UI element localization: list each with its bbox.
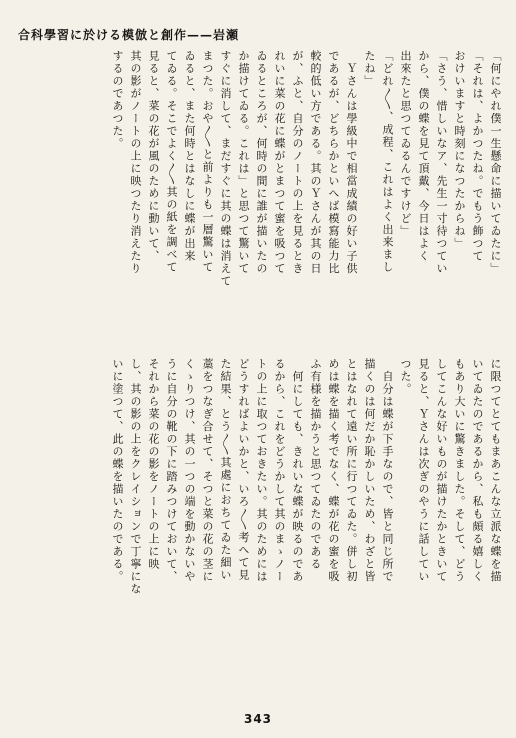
text-column: 出來たと思つてゐるんですけど」 [399,50,412,238]
text-column: くゝりつけ、其の一つの端を動かないや [183,358,196,583]
text-column: てゐる。そこでよく〳〵其の紙を調べて [165,50,178,274]
text-column: 藁をつなぎ合せて、そつと菜の花の茎に [201,358,214,583]
text-column: すぐに消して、まだすぐに其の蝶は消えて [219,50,232,288]
text-column: するのであつた。 [111,50,124,150]
text-column: か描けてゐる。これは」と思つて驚いて [237,50,250,275]
text-column: 「どれ〳〵、成程、これはよく出来まし [381,50,394,274]
text-column: 其の影がノートの上に映つたり消えたり [129,50,142,275]
text-column: いに塗つて、此の蝶を描いたのである。 [111,358,124,583]
text-column: に限つてとてもまあこんな立派な蝶を描 [489,358,502,583]
text-column: るから、これをどうかして其のまゝノー [273,358,286,583]
text-column: もあり大いに驚きました。そして、どう [453,358,466,583]
text-column: いてゐたのであるから、私も頗る嬉しく [471,358,484,583]
text-column: 何にしても、きれいな蝶が映るのであ [291,358,304,583]
text-column: 「何にやれ僕一生懸命に描いてゐたに」 [489,50,502,275]
text-column: とはなれて遠い所に行つてゐた。併し初 [345,358,358,583]
text-column: ゐるところが、何時の間に誰が描いたの [255,50,268,275]
text-column: が、ふと、自分のノートの上を見るとき [291,50,304,275]
upper-tier [16,50,502,330]
text-column: 自分は蝶が下手なので、皆と同じ所で [381,358,394,583]
text-column: 見ると、菜の花が風のために動いて、 [147,50,160,263]
text-column: どうすればよいかと、いろ〳〵考へて見 [237,358,250,582]
lower-tier [16,358,502,696]
text-column: 較的低い方である。其のＹさんが其の日 [309,50,322,275]
text-column: し、其の影の上をクレイションで丁寧にな [129,358,142,596]
text-column: 描くのは何だか恥かしいため、わざと皆 [363,358,376,583]
text-column: たね」 [363,50,376,88]
text-column: トの上に取つておきたい。其のためには [255,358,268,583]
text-column: 「さう、惜しいなア、先生一寸待つてい [435,50,448,275]
text-column: うに自分の靴の下に踏みつけておいて、 [165,358,178,583]
text-column: それから菜の花の影をノートの上に映 [147,358,160,571]
text-column: 「それは、よかつたね。でもう飾つて [471,50,484,263]
text-column: ふ有様を描かうと思つてゐたのである [309,358,322,571]
text-column: であるが、どちらかといへば模寫能力比 [327,50,340,275]
text-column: 見ると、Ｙさんは次ぎのやうに話してい [417,358,430,583]
text-column: ゐると、また何時とはなしに蝶が出来 [183,50,196,263]
text-column: してこんな好いものが描けたかときいて [435,358,448,583]
text-column: つた。 [399,358,412,396]
text-column: れいに菜の花に蝶がとまつて蜜を吸つて [273,50,286,275]
text-column: Ｙさんは學級中で相當成績の好い子供 [345,50,358,275]
text-column: まつた。おや〳〵と前よりも一層驚いて [201,50,214,274]
text-column: めは蝶を描く考でなく、蝶が花の蜜を吸 [327,358,340,583]
text-column: から、僕の蝶を見て頂戴、今日はよく [417,50,430,263]
running-header: 合科學習に於ける模倣と創作——岩瀬 [18,28,240,42]
text-column: おけいますと時刻になつたからね」 [453,50,466,250]
text-column: た結果、とう〳〵其處におちてゐた細い [219,358,232,582]
page-number: 343 [243,712,273,726]
